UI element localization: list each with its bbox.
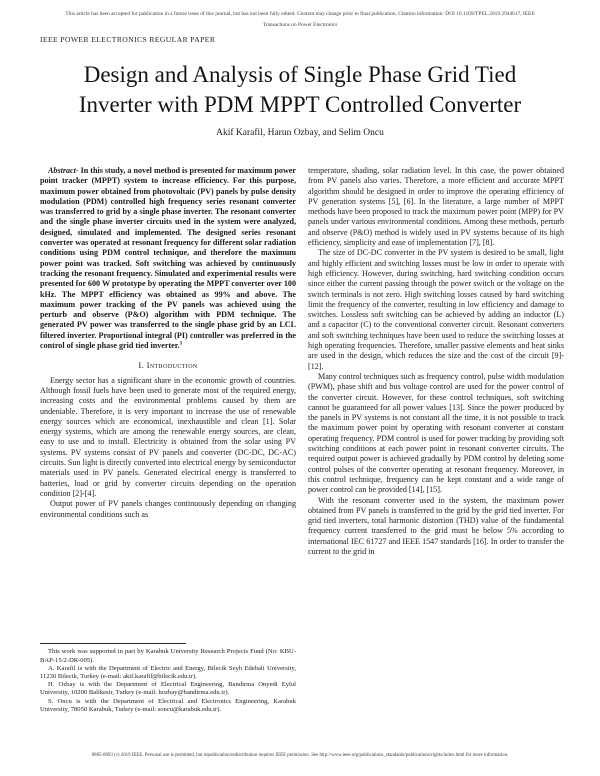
footnote-author-oncu: S. Oncu is with the Department of Electrical and Electronics Engineering, Karabuk University, 78050 Karabuk, Turkey (e-mail: soncu@karabuk.edu.tr). (40, 697, 296, 713)
footnote-funding: This work was supported in part by Karabuk University Research Projects Fund (No: KBU-BAP-15/2-DR-005). (40, 648, 296, 664)
abstract-label: Abstract- (48, 166, 79, 175)
introduction-heading: I. Introduction (138, 360, 198, 371)
right-column (308, 166, 564, 714)
copyright-footer: 0885-8993 (c) 2019 IEEE. Personal use is permitted, but republication/redistribution requires IEEE permission. See http://www.ieee.org/publications_standards/publications/rights/index.html for more information. (91, 753, 509, 758)
acceptance-notice-line2: Transactions on Power Electronics (262, 22, 338, 28)
abstract-footnote-marker: 1 (179, 340, 183, 347)
paper-title-line2: Inverter with PDM MPPT Controlled Converter (78, 92, 522, 117)
acceptance-notice (30, 9, 570, 31)
footnote-block (40, 643, 296, 714)
abstract-text: In this study, a novel method is presented for maximum power point tracker (MPPT) system to increase efficiency. For this purpose, maximum power obtained from photovoltaic (PV) panels by pulse density modulation (PDM) controlled high frequency series resonant converter was transferred to grid by a single phase inverter. The resonant converter and the single phase inverter circuits used in the system were analyzed, designed, simulated and implemented. The designed series resonant converter was operated at resonant frequency for different solar radiation conditions using PDM control technique, and therefore the maximum power point was tracked. Soft switching was achieved by continuously tracking the resonant frequency. Simulated and experimental results were presented for 600 W prototype by operating the MPPT converter over 100 kHz. The MPPT efficiency was obtained as 99% and above. The maximum power tracking of the PV panels was achieved using the perturb and observe (P&O) algorithm with PDM technique. The generated PV power was transferred to the single phase grid by an LCL filtered inverter. Proportional integral (PI) controller was preferred in the control of single phase grid tied inverter. (40, 166, 296, 351)
footnote-author-ozbay: H. Ozbay is with the Department of Electrical Engineering, Bandirma Onyedi Eylul University, 10200 Balikesir, Turkey (e-mail: hozbay@bandirma.edu.tr). (40, 681, 296, 697)
right-paragraph-3: Many control techniques such as frequency control, pulse width modulation (PWM), phase shift and bus voltage control are used for the power control of the converter circuit. However, for these control techniques, soft switching cannot be guaranteed for all power values [13]. Since the power produced by the panels in PV systems is not constant all the time, it is not possible to track the maximum power point by operating with resonant converter at constant operating frequency. PDM control is used for power tracking by providing soft switching conditions at each power point in resonant converter circuits. The required output power is achieved gradually by PDM control by deleting some control pulses of the converter operating at resonant frequency. Moreover, in this control technique, frequency can be kept constant and a wide range of power control can be provided [14], [15]. (308, 371, 564, 495)
acceptance-notice-line1: This article has been accepted for publication in a future issue of this journal, but has not been fully edited. Content may change prior to final publication. Citation information: DOI 10.1109/TPEL.2019.2944617, IEEE (65, 11, 535, 17)
running-head: IEEE POWER ELECTRONICS REGULAR PAPER (40, 35, 216, 44)
intro-paragraph-1: Energy sector has a significant share in the economic growth of countries. Although fossil fuels have been used to generate most of the required energy, increasing costs and the environmental problems caused by them are undeniable. Therefore, it is very important to increase the use of renewable energy sources which are economical, inexhaustible and clean [1]. Solar energy systems, which are among the renewable energy sources, are clean, easy to use and to install. Electricity is obtained from the solar using PV systems. PV systems consist of PV panels and converter (DC-DC, DC-AC) circuits. Sun light is directly converted into electrical energy by semiconductor materials used in PV panels. Generated electrical energy is transferred to batteries, load or grid by converter circuits depending on the operation condition [2]-[4]. (40, 375, 296, 498)
paper-title-line1: Design and Analysis of Single Phase Grid Tied (83, 62, 517, 87)
left-column (40, 166, 296, 714)
right-paragraph-1: temperature, shading, solar radiation level. In this case, the power obtained from PV panels also varies. Therefore, a more efficient and accurate MPPT algorithm should be designed in order to improve the operating efficiency of PV generation systems [5], [6]. In the literature, a large number of MPPT methods have been proposed to track the maximum power point (MPP) for PV panels under various environmental conditions. Among these methods, perturb and observe (P&O) method is widely used in PV systems because of its high efficiency, simplicity and ease of implementation [7], [8]. (308, 166, 564, 248)
footnote-divider (40, 643, 186, 644)
right-paragraph-4: With the resonant converter used in the system, the maximum power obtained from PV panels is transferred to the grid by the grid tied inverter. For grid tied inverters, total harmonic distortion (THD) value of the fundamental frequency current transferred to the grid must be below 5% according to international IEC 61727 and IEEE 1547 standards [16]. In order to transfer the current to the grid in (308, 495, 564, 556)
two-column-body (40, 166, 564, 714)
paper-title (40, 60, 560, 120)
footnote-author-karafil: A. Karafil is with the Department of Electric and Energy, Bilecik Seyh Edebali University, 11230 Bilecik, Turkey (e-mail: akif.karafil@bilecik.edu.tr). (40, 664, 296, 680)
right-paragraph-2: The size of DC-DC converter in the PV system is desired to be small, light and highly efficient and switching losses must be low in order to operate with high efficiency. However, during switching, hard switching condition occurs since either the current passing through the power switch or the voltage on the switch terminals is not zero. High switching losses caused by hard switching limit the frequency of the converter, resulting in low efficiency and damage to switches. Lossless soft switching can be achieved by adding an inductor (L) and a capacitor (C) to the conventional converter circuit. Resonant converters and soft switching techniques have been used to reduce the switching losses at high operating frequencies. Therefore, smaller passive elements and heat sinks are used in the design, which reduces the size and the cost of the circuit [9]-[12]. (308, 248, 564, 371)
authors-line: Akif Karafil, Harun Ozbay, and Selim Oncu (216, 128, 384, 138)
intro-paragraph-2: Output power of PV panels changes continuously depending on changing environmental conditions such as (40, 499, 296, 519)
abstract-paragraph (40, 166, 296, 351)
